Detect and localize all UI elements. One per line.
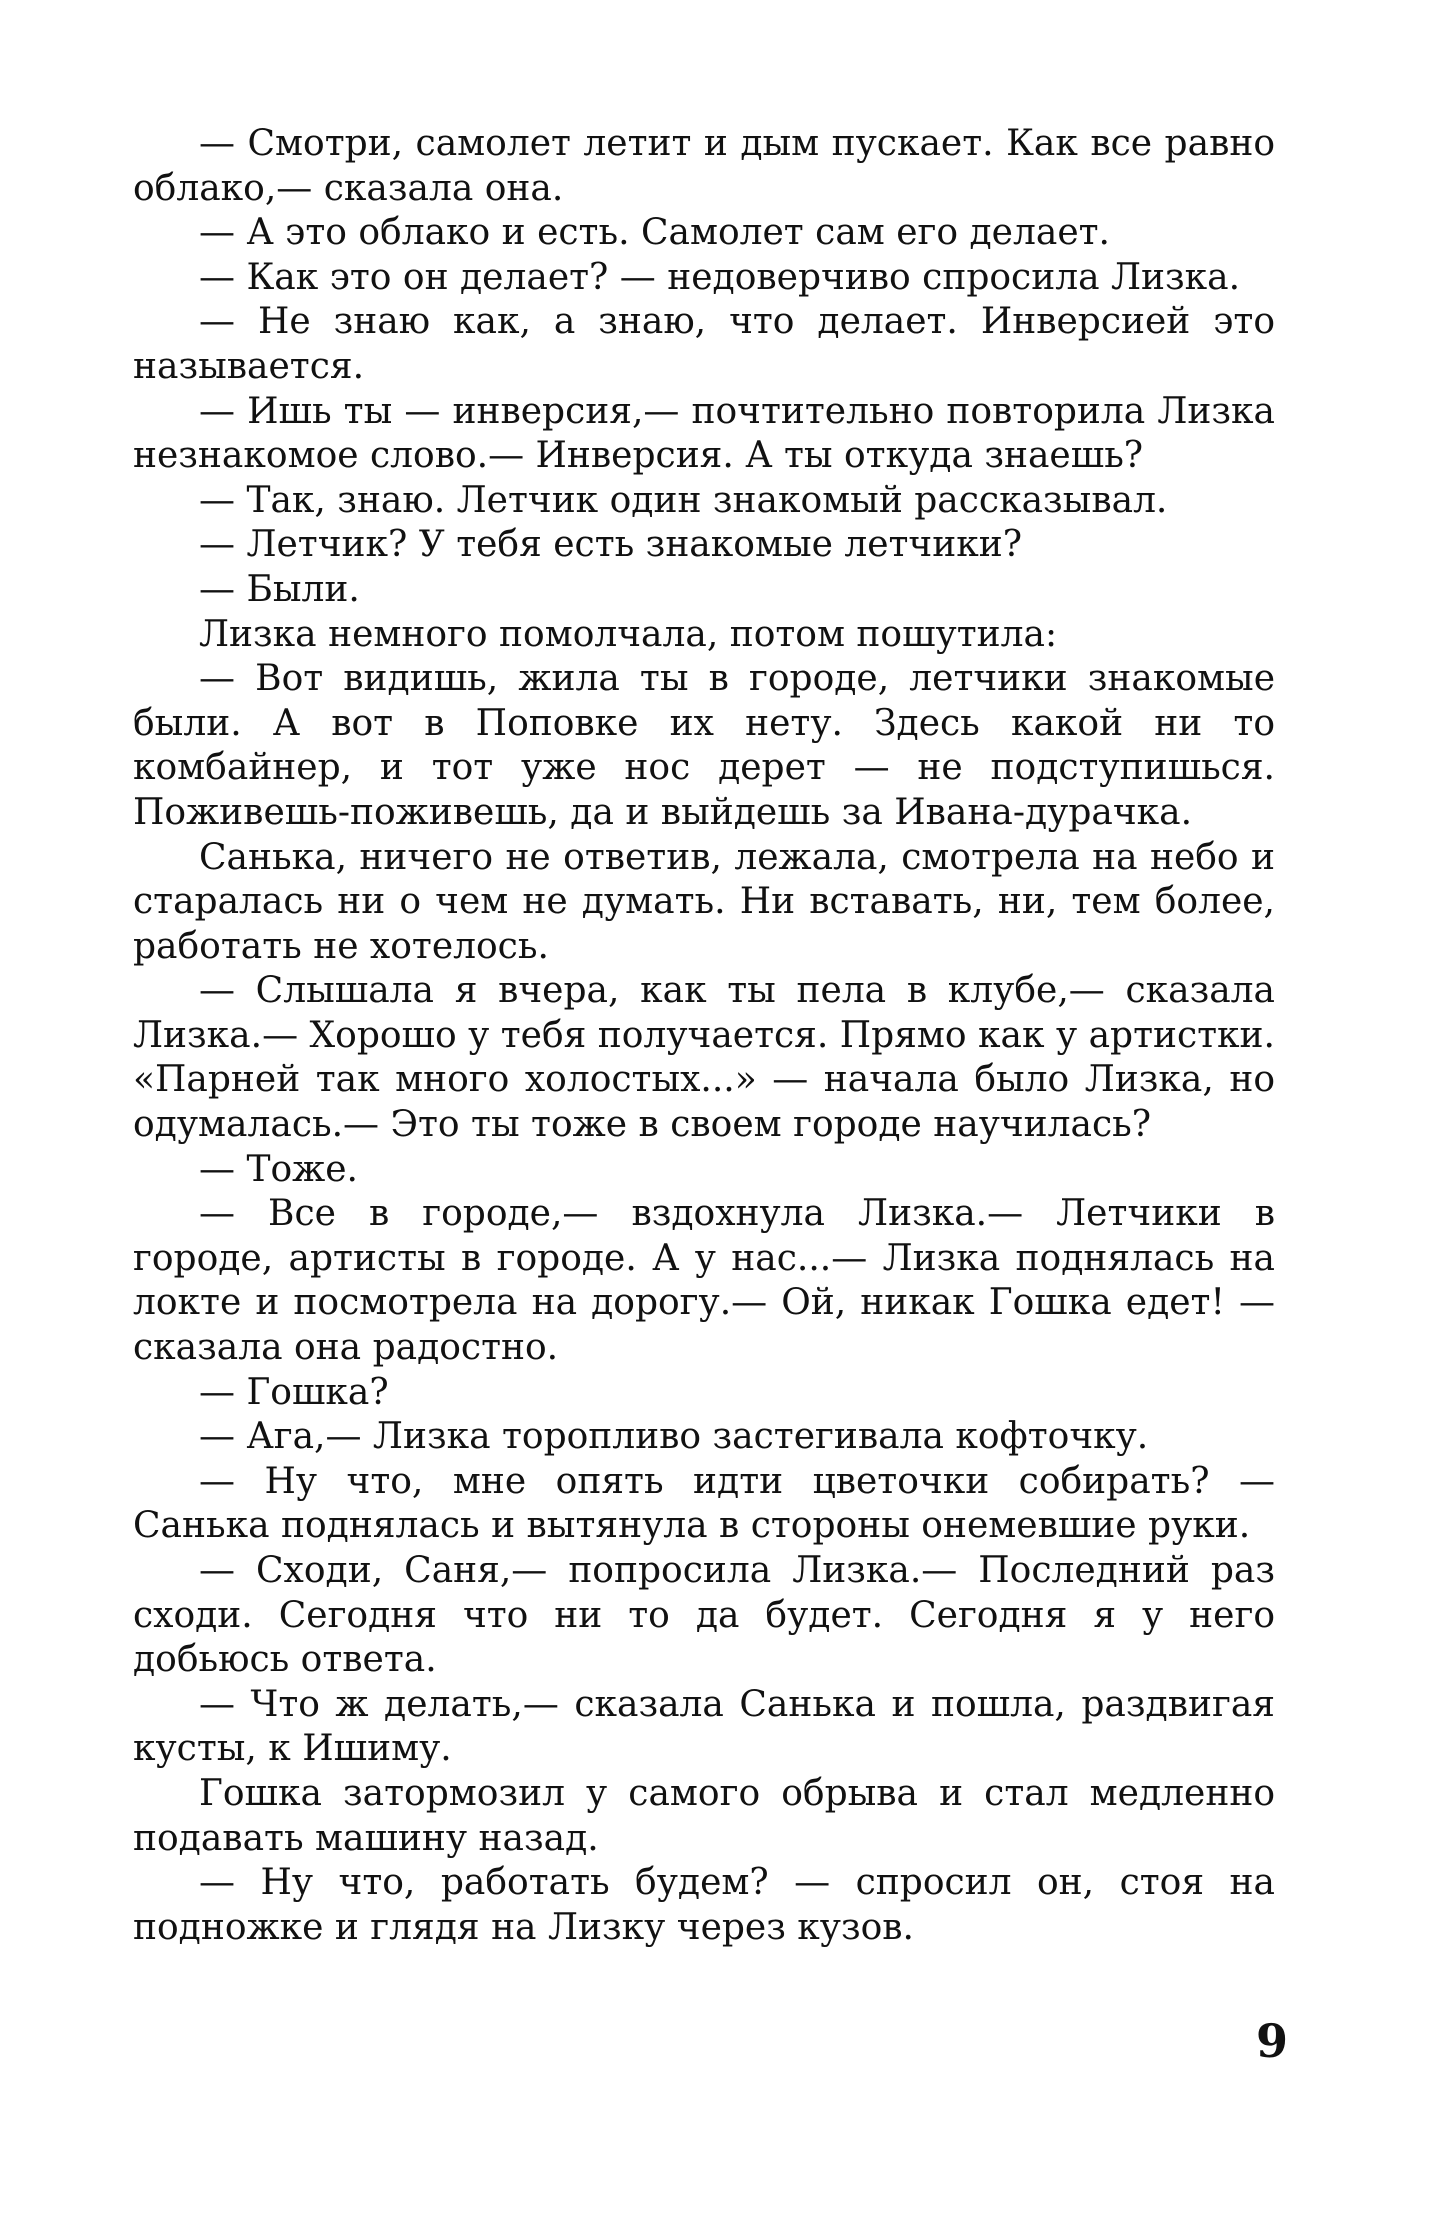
paragraph: — Как это он делает? — недоверчиво спросила Лизка.: [199, 256, 1241, 298]
paragraph: — Летчик? У тебя есть знакомые летчики?: [199, 524, 1023, 566]
paragraph: — Так, знаю. Летчик один знакомый рассказывал.: [199, 479, 1168, 521]
paragraph: Гошка затормозил у самого обрыва и стал медленно подавать машину назад.: [133, 1772, 1275, 1859]
paragraph: Лизка немного помолчала, потом пошутила:: [199, 613, 1058, 655]
paragraph: — Смотри, самолет летит и дым пускает. Как все равно облако,— сказала она.: [133, 123, 1275, 209]
paragraph: — Были.: [199, 568, 360, 610]
paragraph: — Ну что, мне опять идти цветочки собирать? — Санька поднялась и вытянула в стороны онемевшие руки.: [133, 1460, 1275, 1547]
paragraph: — Ишь ты — инверсия,— почтительно повторила Лизка незнакомое слово.— Инверсия. А ты откуда знаешь?: [133, 390, 1275, 477]
paragraph: — Вот видишь, жила ты в городе, летчики знакомые были. А вот в Поповке их нету. Здесь какой ни то комбайнер, и тот уже нос дерет — не подступишься. Поживешь-поживешь, да и выйдешь за Ивана-дурачка.: [133, 658, 1275, 833]
paragraph: — Что ж делать,— сказала Санька и пошла, раздвигая кусты, к Ишиму.: [133, 1683, 1275, 1770]
page-number: 9: [1255, 2014, 1288, 2068]
paragraph: — Ага,— Лизка торопливо застегивала кофточку.: [199, 1416, 1149, 1458]
paragraph: — Не знаю как, а знаю, что делает. Инверсией это называется.: [133, 301, 1275, 387]
paragraph: — А это облако и есть. Самолет сам его делает.: [199, 212, 1110, 254]
paragraph: — Сходи, Саня,— попросила Лизка.— Последний раз сходи. Сегодня что ни то да будет. Сегодня я у него добьюсь ответа.: [133, 1550, 1275, 1681]
paragraph: — Тоже.: [199, 1148, 358, 1190]
paragraph: — Гошка?: [199, 1371, 389, 1413]
paragraph: — Слышала я вчера, как ты пела в клубе,— сказала Лизка.— Хорошо у тебя получается. Прямо как у артистки. «Парней так много холостых...» — начала было Лизка, но одумалась.— Это ты тоже в своем городе научилась?: [133, 970, 1275, 1146]
paragraph: — Все в городе,— вздохнула Лизка.— Летчики в городе, артисты в городе. А у нас...— Лизка поднялась на локте и посмотрела на дорогу.— Ой, никак Гошка едет! — сказала она радостно.: [133, 1193, 1275, 1369]
body-text: [133, 122, 1275, 1950]
paragraph: — Ну что, работать будем? — спросил он, стоя на подножке и глядя на Лизку через кузов.: [133, 1862, 1275, 1948]
paragraph: Санька, ничего не ответив, лежала, смотрела на небо и старалась ни о чем не думать. Ни вставать, ни, тем более, работать не хотелось.: [133, 836, 1275, 967]
